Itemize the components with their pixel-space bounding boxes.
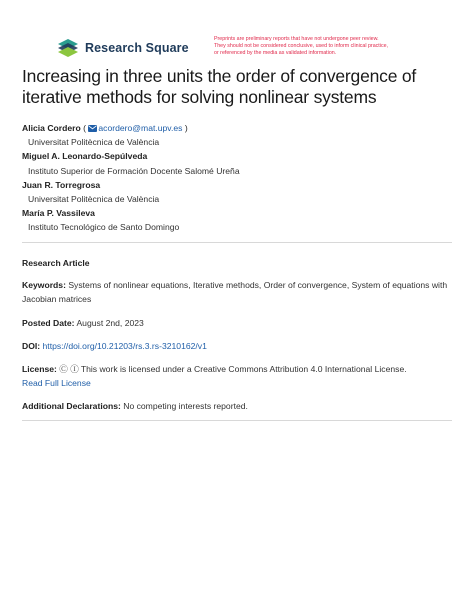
logo-text: Research Square — [85, 41, 189, 55]
doi-label: DOI: — [22, 341, 41, 351]
author-name: Alicia Cordero — [22, 123, 81, 133]
declarations-text: No competing interests reported. — [123, 401, 248, 411]
research-square-logo[interactable] — [56, 38, 189, 58]
license-section — [22, 363, 454, 390]
author-affiliation: Instituto Tecnológico de Santo Domingo — [28, 222, 180, 233]
keywords-label: Keywords: — [22, 280, 66, 290]
author-name: Juan R. Torregrosa — [22, 179, 101, 190]
declarations-label: Additional Declarations: — [22, 401, 121, 411]
author-email-wrap: ( acordero@mat.upv.es ) — [83, 123, 188, 133]
posted-date-section — [22, 317, 454, 331]
posted-date-value: August 2nd, 2023 — [76, 318, 144, 328]
creative-commons-icon: Ⓒ Ⓘ — [59, 364, 79, 374]
notice-line: They should not be considered conclusive, used to inform clinical practice, — [214, 43, 389, 49]
license-text: This work is licensed under a Creative Commons Attribution 4.0 International License. — [80, 364, 407, 374]
author-affiliation: Universitat Politècnica de València — [28, 137, 160, 148]
author-list — [22, 121, 452, 235]
declarations-section — [22, 400, 454, 414]
author-name: María P. Vassileva — [22, 208, 95, 219]
divider — [22, 420, 452, 421]
doi-link[interactable]: https://doi.org/10.21203/rs.3.rs-3210162/v1 — [42, 341, 207, 351]
author-affiliation: Universitat Politècnica de València — [28, 194, 160, 205]
keywords-text: Systems of nonlinear equations, Iterative methods, Order of convergence, System of equations with Jacobian matrices — [22, 280, 448, 304]
notice-line: or referenced by the media as validated information. — [214, 50, 337, 56]
license-label: License: — [22, 364, 57, 374]
keywords-section — [22, 279, 454, 306]
author-email-link[interactable]: acordero@mat.upv.es — [98, 123, 183, 133]
divider — [22, 242, 452, 243]
author-name: Miguel A. Leonardo-Sepúlveda — [22, 151, 148, 162]
paper-title: Increasing in three units the order of convergence of iterative methods for solving nonlinear systems — [22, 66, 417, 107]
notice-line: Preprints are preliminary reports that have not undergone peer review. — [214, 36, 379, 42]
preprint-notice — [214, 36, 434, 57]
author-entry — [22, 206, 452, 220]
doi-section — [22, 340, 454, 354]
author-affiliation: Instituto Superior de Formación Docente Salomé Ureña — [28, 165, 240, 176]
envelope-icon — [88, 125, 97, 132]
article-type: Research Article — [22, 258, 90, 268]
author-entry — [22, 149, 452, 163]
research-square-logo-icon — [56, 38, 80, 58]
author-entry — [22, 178, 452, 192]
author-entry — [22, 121, 452, 135]
page-header — [56, 36, 436, 62]
read-full-license-link[interactable]: Read Full License — [22, 377, 91, 388]
posted-date-label: Posted Date: — [22, 318, 75, 328]
